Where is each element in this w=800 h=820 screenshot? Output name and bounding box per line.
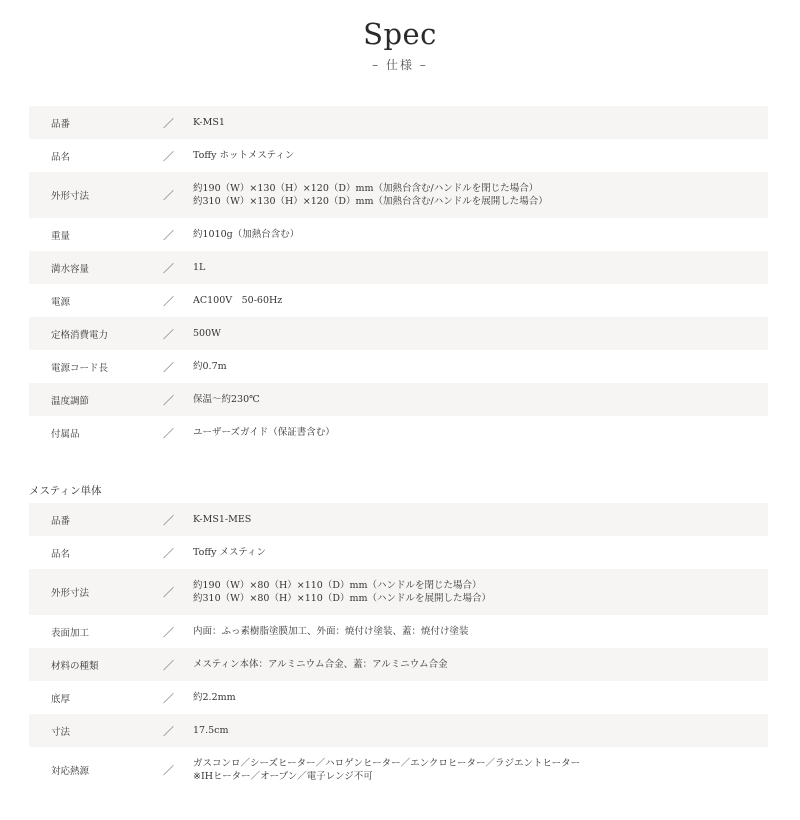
spec-separator: ／	[163, 416, 193, 449]
table-row	[29, 139, 768, 172]
spec-value	[193, 284, 768, 317]
spec-value	[193, 350, 768, 383]
spec-label: 電源	[29, 284, 163, 317]
spec-table-mestin	[29, 503, 768, 793]
spec-value	[193, 536, 768, 569]
spec-separator: ／	[163, 569, 193, 615]
spec-value	[193, 747, 768, 793]
spec-label: 品番	[29, 503, 163, 536]
spec-separator: ／	[163, 503, 193, 536]
spec-value	[193, 503, 768, 536]
spec-separator: ／	[163, 106, 193, 139]
spec-value-line: 内面：ふっ素樹脂塗膜加工、外面：焼付け塗装、蓋：焼付け塗装	[193, 626, 469, 637]
spec-value	[193, 218, 768, 251]
spec-label: 温度調節	[29, 383, 163, 416]
spec-value-line: AC100V 50-60Hz	[193, 295, 283, 306]
spec-label: 品番	[29, 106, 163, 139]
spec-value-line: 保温～約230℃	[193, 394, 260, 405]
spec-label: 底厚	[29, 681, 163, 714]
spec-value-line: 17.5cm	[193, 725, 229, 736]
spec-separator: ／	[163, 317, 193, 350]
spec-label: 外形寸法	[29, 172, 163, 218]
table-row	[29, 383, 768, 416]
spec-label: 定格消費電力	[29, 317, 163, 350]
spec-value-line: メスティン本体：アルミニウム合金、蓋：アルミニウム合金	[193, 659, 448, 670]
spec-value	[193, 569, 768, 615]
spec-value	[193, 383, 768, 416]
spec-separator: ／	[163, 615, 193, 648]
spec-separator: ／	[163, 172, 193, 218]
spec-value	[193, 615, 768, 648]
spec-separator: ／	[163, 714, 193, 747]
page-subtitle: – 仕様 –	[372, 58, 428, 72]
spec-value-line: 約190（W）×80（H）×110（D）mm（ハンドルを閉じた場合）	[193, 580, 482, 591]
table-row	[29, 648, 768, 681]
spec-separator: ／	[163, 383, 193, 416]
spec-separator: ／	[163, 536, 193, 569]
spec-value-line: 約0.7m	[193, 361, 227, 372]
spec-value-line: Toffy ホットメスティン	[193, 150, 295, 161]
spec-value-line: 500W	[193, 328, 221, 339]
spec-value	[193, 681, 768, 714]
table-row	[29, 503, 768, 536]
spec-separator: ／	[163, 681, 193, 714]
spec-value-line: 約310（W）×130（H）×120（D）mm（加熱台含む/ハンドルを展開した場合）	[193, 196, 548, 207]
spec-value	[193, 317, 768, 350]
spec-value-line: ※IHヒーター／オーブン／電子レンジ不可	[193, 771, 373, 782]
spec-label: 表面加工	[29, 615, 163, 648]
spec-label: 外形寸法	[29, 569, 163, 615]
spec-label: 重量	[29, 218, 163, 251]
spec-separator: ／	[163, 284, 193, 317]
table-row	[29, 615, 768, 648]
spec-value	[193, 648, 768, 681]
spec-label: 品名	[29, 536, 163, 569]
spec-value-line: K-MS1-MES	[193, 514, 252, 525]
table-row	[29, 106, 768, 139]
table-row	[29, 747, 768, 793]
table-row	[29, 218, 768, 251]
table-row	[29, 416, 768, 449]
spec-value	[193, 139, 768, 172]
spec-value-line: 約2.2mm	[193, 692, 236, 703]
spec-label: 寸法	[29, 714, 163, 747]
table-row	[29, 536, 768, 569]
spec-value	[193, 172, 768, 218]
spec-separator: ／	[163, 139, 193, 172]
table-row	[29, 251, 768, 284]
spec-value	[193, 714, 768, 747]
spec-value-line: 1L	[193, 262, 206, 273]
spec-label: 電源コード長	[29, 350, 163, 383]
spec-separator: ／	[163, 747, 193, 793]
spec-heading	[0, 14, 800, 73]
spec-value-line: K-MS1	[193, 117, 225, 128]
spec-value-line: 約310（W）×80（H）×110（D）mm（ハンドルを展開した場合）	[193, 593, 491, 604]
spec-label: 満水容量	[29, 251, 163, 284]
spec-label: 材料の種類	[29, 648, 163, 681]
table-row	[29, 714, 768, 747]
spec-table-main	[29, 106, 768, 449]
page-title: Spec	[363, 17, 437, 51]
table-row	[29, 284, 768, 317]
table-row	[29, 317, 768, 350]
table-row	[29, 172, 768, 218]
spec-separator: ／	[163, 648, 193, 681]
spec-separator: ／	[163, 251, 193, 284]
table-row	[29, 569, 768, 615]
spec-value-line: 約190（W）×130（H）×120（D）mm（加熱台含む/ハンドルを閉じた場合）	[193, 183, 539, 194]
spec-value	[193, 106, 768, 139]
spec-value-line: ガスコンロ／シーズヒーター／ハロゲンヒーター／エンクロヒーター／ラジエントヒーター	[193, 758, 581, 769]
spec-value	[193, 416, 768, 449]
spec-value-line: Toffy メスティン	[193, 547, 267, 558]
spec-label: 品名	[29, 139, 163, 172]
spec-label: 対応熱源	[29, 747, 163, 793]
spec-value-line: ユーザーズガイド（保証書含む）	[193, 427, 335, 438]
spec-value	[193, 251, 768, 284]
spec-label: 付属品	[29, 416, 163, 449]
table-row	[29, 681, 768, 714]
table-row	[29, 350, 768, 383]
spec-separator: ／	[163, 350, 193, 383]
spec-separator: ／	[163, 218, 193, 251]
section-title-mestin: メスティン単体	[29, 485, 102, 497]
spec-value-line: 約1010g（加熱台含む）	[193, 229, 300, 240]
